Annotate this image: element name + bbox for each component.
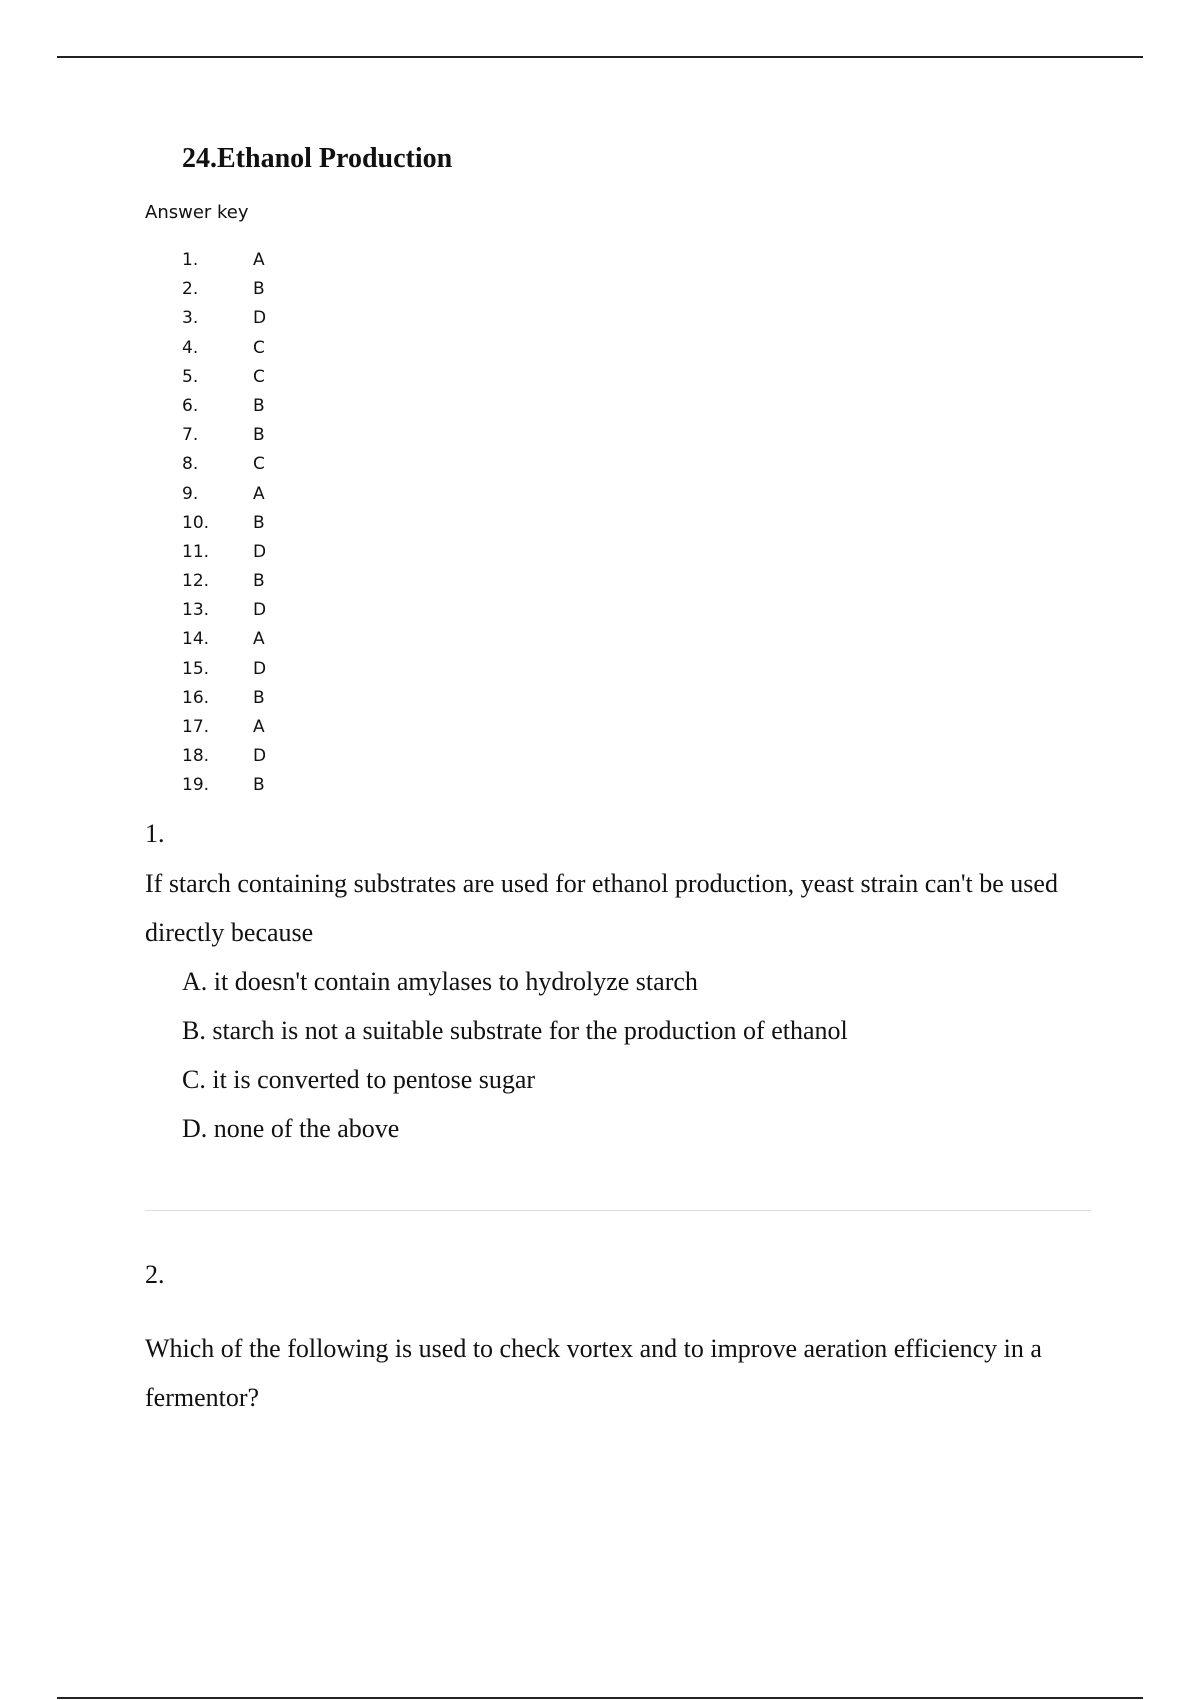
page-title: 24.Ethanol Production (182, 143, 453, 174)
answer-key-row (182, 246, 266, 275)
answer-letter: B (253, 395, 265, 416)
answer-key-row (182, 509, 266, 538)
answer-key-row (182, 742, 266, 771)
answer-letter: D (253, 541, 267, 562)
answer-key-row (182, 567, 266, 596)
question-number: 1. (145, 819, 165, 848)
answer-number: 10. (182, 512, 210, 533)
answer-letter: B (253, 425, 265, 446)
answer-key-row (182, 275, 266, 304)
question-text: Which of the following is used to check vortex and to improve aeration efficiency in a fermentor? (145, 1334, 1042, 1412)
answer-key-row (182, 304, 266, 333)
answer-letter: D (253, 746, 267, 767)
answer-number: 15. (182, 658, 210, 679)
answer-key-row (182, 392, 266, 421)
answer-letter: B (253, 687, 265, 708)
question-1 (145, 817, 1095, 1153)
question-number: 2. (145, 1260, 165, 1289)
answer-number: 8. (182, 454, 199, 475)
answer-number: 1. (182, 250, 199, 270)
answer-number: 6. (182, 395, 199, 416)
answer-number: 18. (182, 746, 210, 767)
answer-letter: B (253, 279, 265, 300)
answer-letter: A (253, 250, 265, 270)
answer-key-row (182, 684, 266, 713)
answer-number: 17. (182, 717, 210, 737)
answer-key-row (182, 596, 266, 625)
answer-number: 13. (182, 600, 210, 621)
answer-number: 3. (182, 308, 199, 329)
answer-key-row (182, 450, 266, 479)
answer-number: 12. (182, 571, 210, 592)
option-b: B. starch is not a suitable substrate for the production of ethanol (182, 1016, 848, 1045)
option-list (145, 957, 1095, 1153)
answer-number: 2. (182, 279, 199, 300)
answer-letter: A (253, 629, 265, 650)
question-text: If starch containing substrates are used for ethanol production, yeast strain can't be used directly because (145, 869, 1058, 947)
answer-number: 19. (182, 775, 210, 796)
answer-number: 4. (182, 337, 199, 358)
answer-key-row (182, 334, 266, 363)
answer-number: 7. (182, 425, 199, 446)
answer-letter: C (253, 454, 265, 475)
answer-key-row (182, 538, 266, 567)
answer-letter: B (253, 571, 265, 592)
answer-key-list (182, 246, 266, 801)
option-a: A. it doesn't contain amylases to hydrolyze starch (182, 967, 698, 996)
answer-key-row (182, 625, 266, 654)
answer-key-row (182, 713, 266, 742)
answer-letter: A (253, 717, 265, 737)
answer-number: 14. (182, 629, 210, 650)
answer-letter: B (253, 512, 265, 533)
answer-letter: D (253, 600, 267, 621)
answer-number: 16. (182, 687, 210, 708)
answer-key-label: Answer key (145, 202, 249, 223)
answer-key-row (182, 363, 266, 392)
bottom-rule (57, 1697, 1143, 1699)
answer-key-row (182, 421, 266, 450)
answer-letter: C (253, 366, 265, 387)
answer-number: 5. (182, 366, 199, 387)
answer-key-row (182, 655, 266, 684)
answer-key-row (182, 771, 266, 800)
answer-letter: D (253, 308, 267, 329)
question-2 (145, 1258, 1095, 1422)
answer-letter: D (253, 658, 267, 679)
section-divider (145, 1210, 1091, 1211)
option-c: C. it is converted to pentose sugar (182, 1065, 536, 1094)
top-rule (57, 56, 1143, 58)
answer-number: 11. (182, 541, 210, 562)
option-d: D. none of the above (182, 1114, 400, 1143)
answer-letter: B (253, 775, 265, 796)
answer-number: 9. (182, 483, 199, 504)
answer-key-row (182, 480, 266, 509)
answer-letter: C (253, 337, 265, 358)
answer-letter: A (253, 483, 265, 504)
